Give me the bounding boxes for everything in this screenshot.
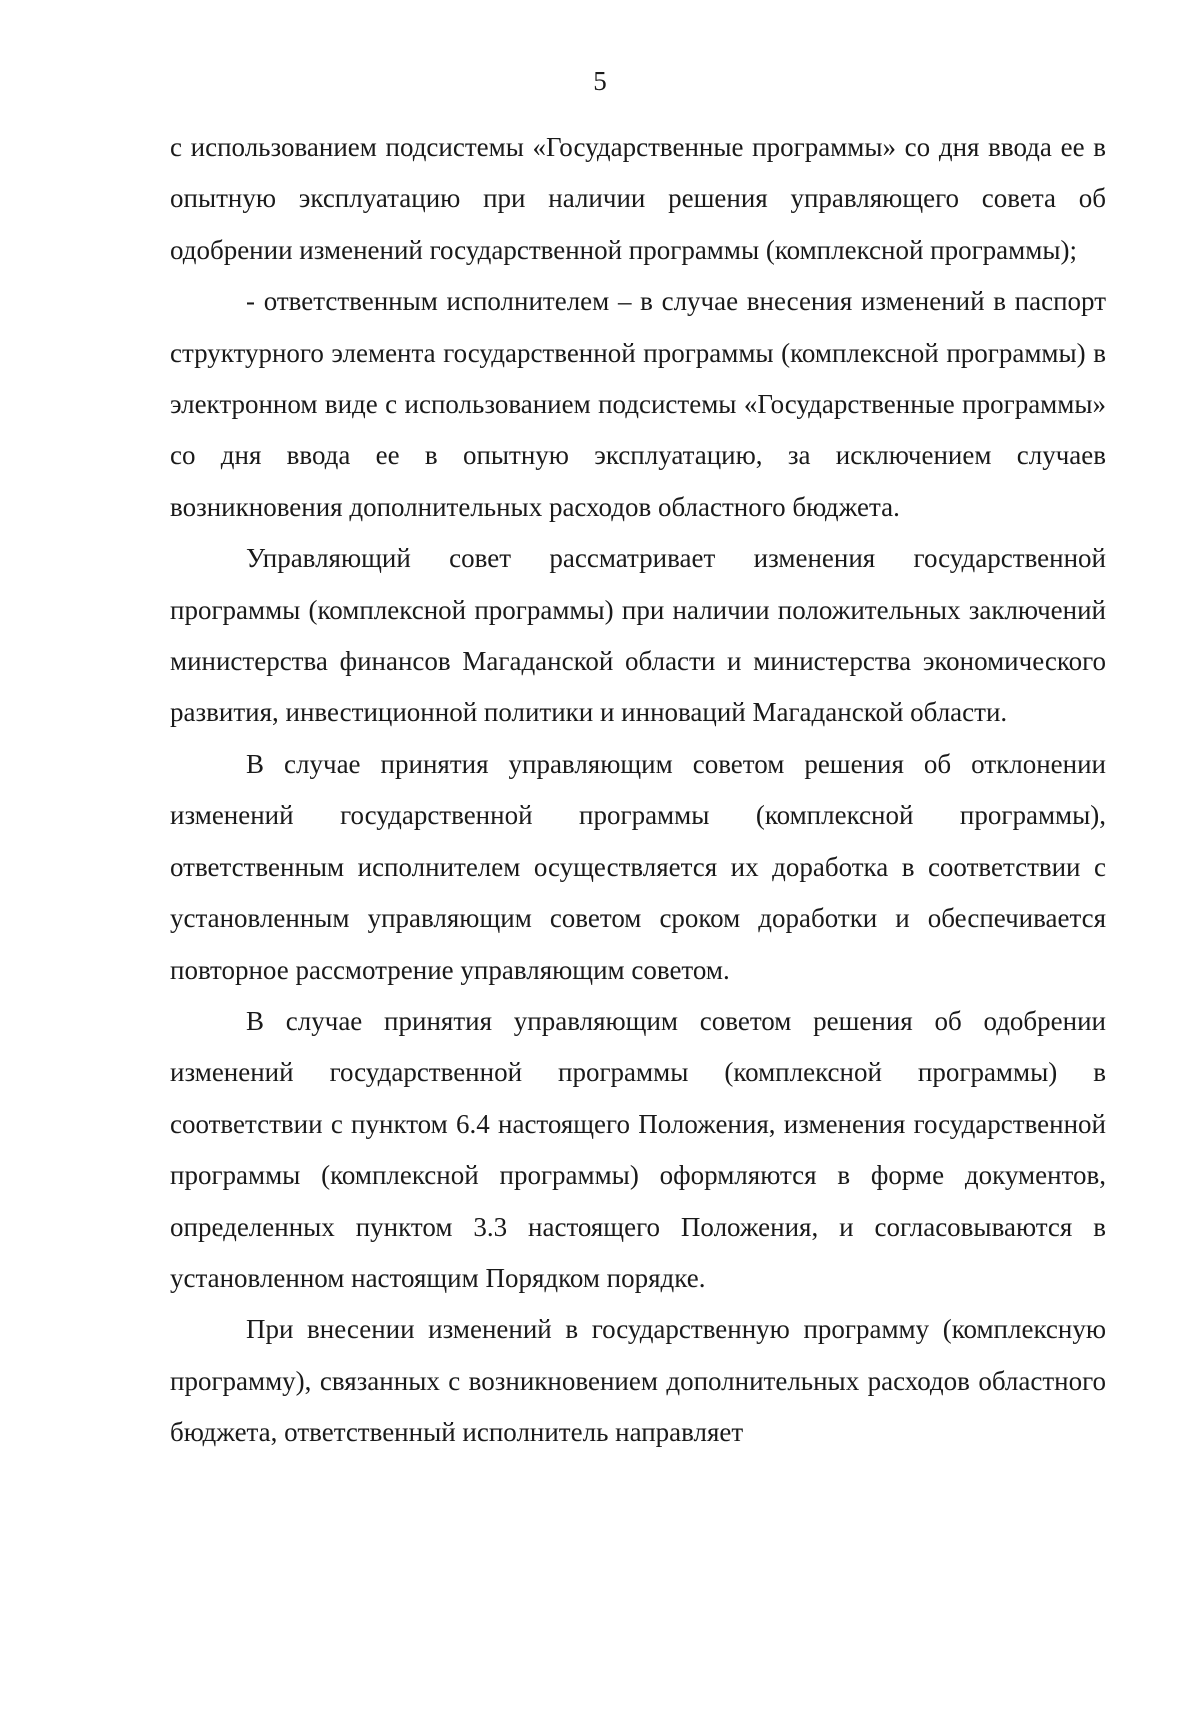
paragraph-council-review: Управляющий совет рассматривает изменения государственной программы (комплексной программы) при наличии положительных заключений министерства финансов Магаданской области и министерства экономического развития, инвестиционной политики и инноваций Магаданской области.	[170, 543, 1106, 728]
paragraph-additional-expenses: При внесении изменений в государственную программу (комплексную программу), связанных с возникновением дополнительных расходов областного бюджета, ответственный исполнитель направляет	[170, 1314, 1106, 1448]
paragraph-rejection-case: В случае принятия управляющим советом решения об отклонении изменений государственной программы (комплексной программы), ответственным исполнителем осуществляется их доработка в соответствии с установленным управляющим советом сроком доработки и обеспечивается повторное рассмотрение управляющим советом.	[170, 748, 1106, 985]
document-body	[170, 122, 1106, 1459]
paragraph-continuation: с использованием подсистемы «Государственные программы» со дня ввода ее в опытную эксплуатацию при наличии решения управляющего совета об одобрении изменений государственной программы (комплексной программы);	[170, 132, 1106, 265]
page-number: 5	[593, 66, 607, 96]
paragraph-approval-case: В случае принятия управляющим советом решения об одобрении изменений государственной программы (комплексной программы) в соответствии с пунктом 6.4 настоящего Положения, изменения государственной программы (комплексной программы) оформляются в форме документов, определенных пунктом 3.3 настоящего Положения, и согласовываются в установленном настоящим Порядком порядке.	[170, 1005, 1106, 1293]
paragraph-responsible-executor: - ответственным исполнителем – в случае внесения изменений в паспорт структурного элемента государственной программы (комплексной программы) в электронном виде с использованием подсистемы «Государственные программы» со дня ввода ее в опытную эксплуатацию, за исключением случаев возникновения дополнительных расходов областного бюджета.	[170, 286, 1106, 522]
